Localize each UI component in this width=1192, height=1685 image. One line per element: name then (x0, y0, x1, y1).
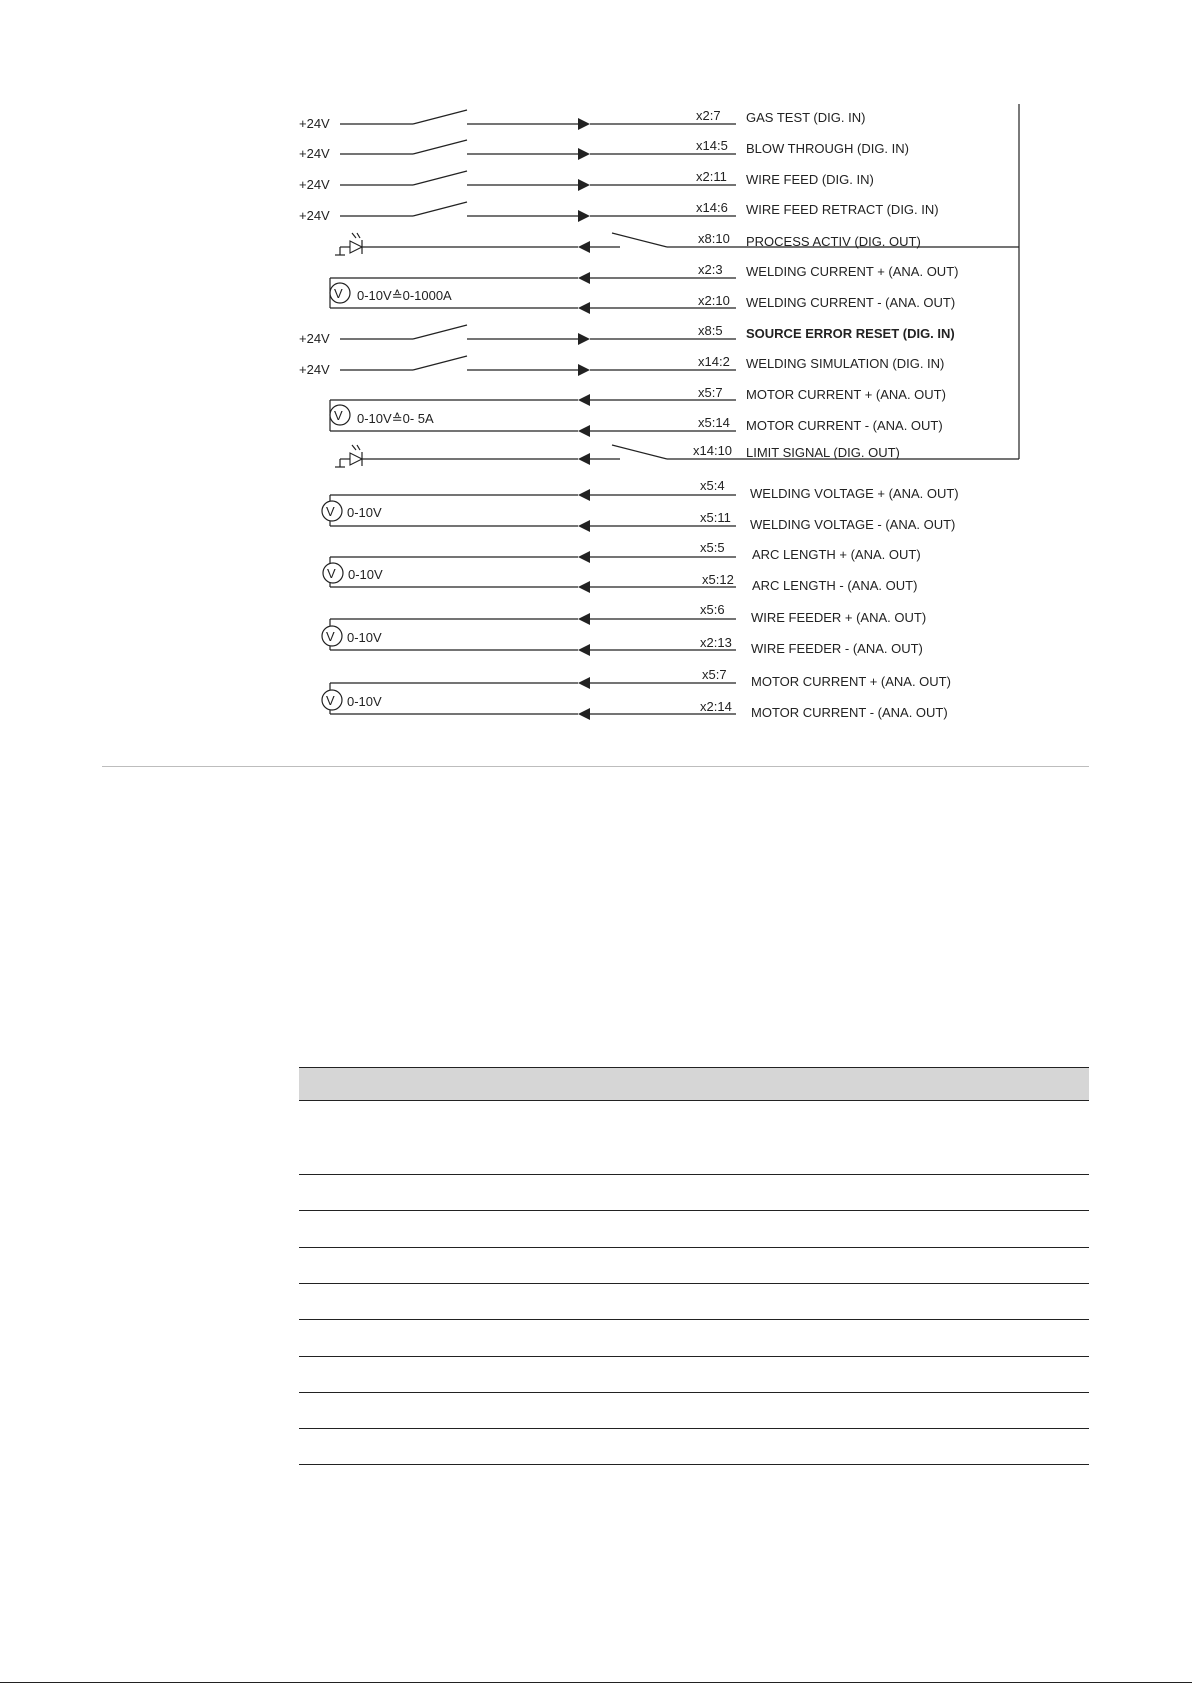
output-row-process-active (335, 231, 1019, 255)
table-row (299, 1319, 1089, 1320)
input-row-wire-feed (299, 169, 874, 192)
range-label: 0-10V≙0- 5A (357, 411, 434, 426)
range-label: 0-10V (347, 630, 382, 645)
signal-label: ARC LENGTH + (ANA. OUT) (752, 547, 921, 562)
table-row (299, 1283, 1089, 1284)
signal-label: WIRE FEED (DIG. IN) (746, 172, 874, 187)
analog-row-welding-voltage (322, 478, 959, 532)
signal-label: LIMIT SIGNAL (DIG. OUT) (746, 445, 900, 460)
connector-label: x14:2 (698, 354, 730, 369)
signal-label: WELDING CURRENT - (ANA. OUT) (746, 295, 956, 310)
connector-label: x5:7 (702, 667, 727, 682)
range-label: 0-10V (347, 505, 382, 520)
voltmeter-icon (322, 690, 342, 710)
svg-text:V: V (334, 286, 343, 301)
signal-label: MOTOR CURRENT + (ANA. OUT) (751, 674, 951, 689)
table-row (299, 1247, 1089, 1248)
led-icon (335, 445, 362, 467)
connector-label: x5:6 (700, 602, 725, 617)
signal-label: PROCESS ACTIV (DIG. OUT) (746, 234, 921, 249)
analog-row-motor-current-1 (330, 385, 946, 437)
connector-label: x2:10 (698, 293, 730, 308)
input-row-source-error-reset (299, 323, 955, 346)
connector-label: x5:7 (698, 385, 723, 400)
connector-label: x8:10 (698, 231, 730, 246)
input-row-blow-through (299, 138, 909, 161)
supply-label: +24V (299, 208, 330, 223)
connector-label: x2:7 (696, 108, 721, 123)
voltmeter-icon (322, 501, 342, 521)
table-row (299, 1428, 1089, 1429)
connector-label: x2:14 (700, 699, 732, 714)
connector-label: x5:12 (702, 572, 734, 587)
connector-label: x2:13 (700, 635, 732, 650)
supply-label: +24V (299, 331, 330, 346)
signal-label: BLOW THROUGH (DIG. IN) (746, 141, 909, 156)
wiring-diagram (0, 0, 1192, 760)
table-row (299, 1174, 1089, 1175)
signal-label: WIRE FEEDER + (ANA. OUT) (751, 610, 927, 625)
supply-label: +24V (299, 146, 330, 161)
connector-label: x8:5 (698, 323, 723, 338)
voltmeter-icon (330, 283, 350, 303)
table-row (299, 1392, 1089, 1393)
signal-label: WIRE FEEDER - (ANA. OUT) (751, 641, 923, 656)
analog-row-welding-current (330, 262, 958, 314)
signal-label: WELDING VOLTAGE - (ANA. OUT) (750, 517, 956, 532)
analog-row-arc-length (323, 540, 921, 593)
signal-label: MOTOR CURRENT - (ANA. OUT) (746, 418, 943, 433)
table-row (299, 1356, 1089, 1357)
table-row (299, 1464, 1089, 1465)
connector-label: x14:10 (693, 443, 733, 458)
connector-label: x2:11 (696, 169, 727, 184)
svg-text:V: V (327, 566, 336, 581)
range-label: 0-10V (347, 694, 382, 709)
supply-label: +24V (299, 116, 330, 131)
connector-label: x5:11 (700, 510, 731, 525)
signal-label: SOURCE ERROR RESET (DIG. IN) (746, 326, 955, 341)
analog-row-motor-current-2 (322, 667, 951, 720)
svg-text:V: V (326, 504, 335, 519)
input-row-wire-feed-retract (299, 200, 939, 223)
signal-label: MOTOR CURRENT + (ANA. OUT) (746, 387, 946, 402)
page-footer-line (0, 1682, 1192, 1683)
connector-label: x5:4 (700, 478, 725, 493)
led-icon (335, 233, 362, 255)
section-divider (102, 766, 1089, 767)
svg-text:V: V (326, 693, 335, 708)
input-row-gas-test (299, 108, 865, 131)
signal-label: GAS TEST (DIG. IN) (746, 110, 866, 125)
connector-label: x5:5 (700, 540, 725, 555)
connector-label: x14:6 (696, 200, 728, 215)
supply-label: +24V (299, 362, 330, 377)
connector-label: x2:3 (698, 262, 723, 277)
connector-label: x5:14 (698, 415, 730, 430)
voltmeter-icon (330, 405, 350, 425)
signal-label: WIRE FEED RETRACT (DIG. IN) (746, 202, 939, 217)
svg-text:V: V (326, 629, 335, 644)
range-label: 0-10V≙0-1000A (357, 288, 452, 303)
output-row-limit-signal (335, 443, 1019, 467)
analog-row-wire-feeder (322, 602, 926, 656)
signal-label: WELDING CURRENT + (ANA. OUT) (746, 264, 959, 279)
table-header (299, 1067, 1089, 1101)
signal-label: ARC LENGTH - (ANA. OUT) (752, 578, 918, 593)
connector-label: x14:5 (696, 138, 728, 153)
range-label: 0-10V (348, 567, 383, 582)
signal-label: MOTOR CURRENT - (ANA. OUT) (751, 705, 948, 720)
voltmeter-icon (322, 626, 342, 646)
table-row (299, 1210, 1089, 1211)
signal-label: WELDING VOLTAGE + (ANA. OUT) (750, 486, 959, 501)
signal-label: WELDING SIMULATION (DIG. IN) (746, 356, 945, 371)
svg-text:V: V (334, 408, 343, 423)
voltmeter-icon (323, 563, 343, 583)
input-row-welding-simulation (299, 354, 944, 377)
supply-label: +24V (299, 177, 330, 192)
